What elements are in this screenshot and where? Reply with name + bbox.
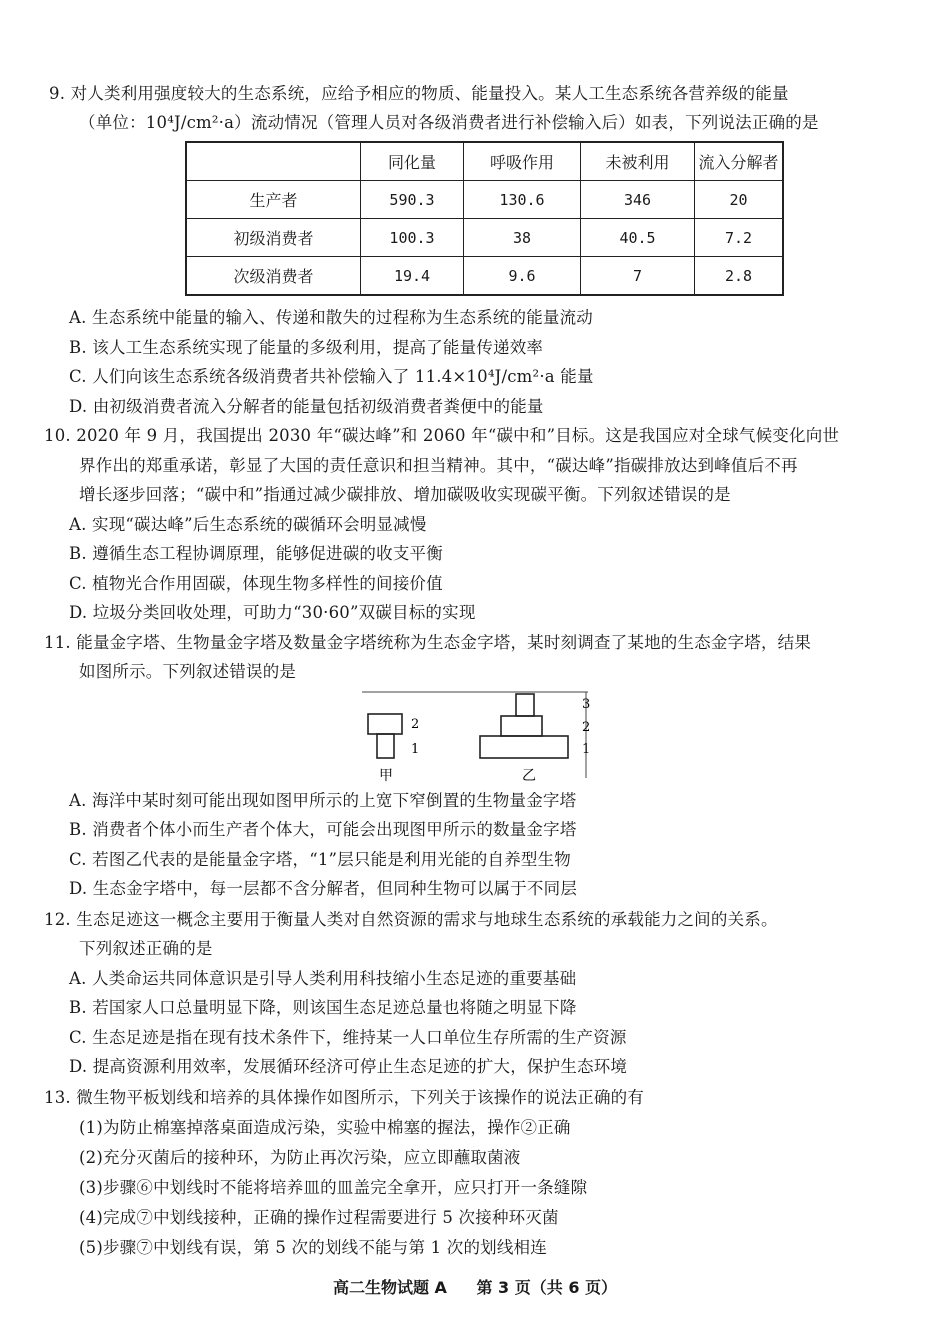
table-cell-label: 次级消费者 xyxy=(186,257,361,296)
table-cell: 7.2 xyxy=(695,219,784,257)
page-footer xyxy=(0,1275,950,1298)
q12-option-c: C. 生态足迹是指在现有技术条件下，维持某一人口单位生存所需的生产资源 xyxy=(69,1028,627,1047)
yi-level-2-label: 2 xyxy=(582,720,591,735)
q10-stem-line2: 界作出的郑重承诺，彰显了大国的责任意识和担当精神。其中，“碳达峰”指碳排放达到峰值后不再 xyxy=(79,456,798,475)
table-header-cell: 呼吸作用 xyxy=(464,142,581,181)
jia-level-2-label: 2 xyxy=(411,717,420,732)
q11-option-c: C. 若图乙代表的是能量金字塔，“1”层只能是利用光能的自养型生物 xyxy=(69,850,571,869)
q12-stem-line2: 下列叙述正确的是 xyxy=(79,939,213,958)
table-row xyxy=(186,181,783,219)
table-cell: 9.6 xyxy=(464,257,581,296)
table-cell: 20 xyxy=(695,181,784,219)
q12-option-d: D. 提高资源利用效率，发展循环经济可停止生态足迹的扩大，保护生态环境 xyxy=(69,1057,628,1076)
jia-level-2-block xyxy=(368,714,402,734)
jia-level-1-label: 1 xyxy=(411,742,420,757)
table-cell-label: 初级消费者 xyxy=(186,219,361,257)
table-cell: 130.6 xyxy=(464,181,581,219)
yi-label: 乙 xyxy=(522,768,536,784)
q9-option-d: D. 由初级消费者流入分解者的能量包括初级消费者粪便中的能量 xyxy=(69,397,544,416)
q11-stem-line2: 如图所示。下列叙述错误的是 xyxy=(79,662,297,681)
table-cell: 19.4 xyxy=(361,257,464,296)
yi-level-3-label: 3 xyxy=(582,697,591,712)
q12-option-b: B. 若国家人口总量明显下降，则该国生态足迹总量也将随之明显下降 xyxy=(69,998,577,1017)
table-row xyxy=(186,219,783,257)
q13-item-2: (2)充分灭菌后的接种环，为防止再次污染，应立即蘸取菌液 xyxy=(79,1148,521,1167)
q9-stem-line2: （单位：10⁴J/cm²·a）流动情况（管理人员对各级消费者进行补偿输入后）如表，下列说法正确的是 xyxy=(79,113,819,132)
q10-option-a: A. 实现“碳达峰”后生态系统的碳循环会明显减慢 xyxy=(69,515,427,534)
q12-option-a: A. 人类命运共同体意识是引导人类利用科技缩小生态足迹的重要基础 xyxy=(69,969,577,988)
yi-level-1-block xyxy=(480,736,568,758)
q13-stem-line1: 13. 微生物平板划线和培养的具体操作如图所示，下列关于该操作的说法正确的有 xyxy=(44,1088,645,1107)
q13-item-5: (5)步骤⑦中划线有误，第 5 次的划线不能与第 1 次的划线相连 xyxy=(79,1238,547,1257)
table-cell: 590.3 xyxy=(361,181,464,219)
table-cell: 7 xyxy=(581,257,695,296)
table-cell-label: 生产者 xyxy=(186,181,361,219)
table-row xyxy=(186,257,783,296)
table-header-cell: 同化量 xyxy=(361,142,464,181)
table-header-cell: 流入分解者 xyxy=(695,142,784,181)
table-cell: 100.3 xyxy=(361,219,464,257)
jia-level-1-block xyxy=(377,734,394,758)
table-header-cell xyxy=(186,142,361,181)
q12-stem-line1: 12. 生态足迹这一概念主要用于衡量人类对自然资源的需求与地球生态系统的承载能力之间的关系。 xyxy=(44,910,778,929)
q10-option-d: D. 垃圾分类回收处理，可助力“30·60”双碳目标的实现 xyxy=(69,603,476,622)
ecological-pyramid-figure xyxy=(356,690,596,784)
table-cell: 38 xyxy=(464,219,581,257)
q11-option-b: B. 消费者个体小而生产者个体大，可能会出现图甲所示的数量金字塔 xyxy=(69,820,577,839)
q10-stem-line3: 增长逐步回落；“碳中和”指通过减少碳排放、增加碳吸收实现碳平衡。下列叙述错误的是 xyxy=(79,485,731,504)
yi-level-2-block xyxy=(501,716,542,736)
table-cell: 40.5 xyxy=(581,219,695,257)
q9-stem-line1: 9. 对人类利用强度较大的生态系统，应给予相应的物质、能量投入。某人工生态系统各营养级的能量 xyxy=(49,84,789,103)
q13-item-3: (3)步骤⑥中划线时不能将培养皿的皿盖完全拿开，应只打开一条缝隙 xyxy=(79,1178,588,1197)
q10-option-b: B. 遵循生态工程协调原理，能够促进碳的收支平衡 xyxy=(69,544,443,563)
yi-level-3-block xyxy=(516,694,534,716)
page-number: 第 3 页（共 6 页） xyxy=(476,1278,618,1297)
q10-stem-line1: 10. 2020 年 9 月，我国提出 2030 年“碳达峰”和 2060 年“碳中和”目标。这是我国应对全球气候变化向世 xyxy=(44,426,840,445)
table-header-row xyxy=(186,142,783,181)
q11-stem-line1: 11. 能量金字塔、生物量金字塔及数量金字塔统称为生态金字塔，某时刻调查了某地的生态金字塔，结果 xyxy=(44,633,812,652)
jia-label: 甲 xyxy=(379,768,393,784)
q11-option-a: A. 海洋中某时刻可能出现如图甲所示的上宽下窄倒置的生物量金字塔 xyxy=(69,791,577,810)
energy-flow-table xyxy=(185,141,784,296)
table-header-cell: 未被利用 xyxy=(581,142,695,181)
table-cell: 346 xyxy=(581,181,695,219)
q13-item-1: (1)为防止棉塞掉落桌面造成污染，实验中棉塞的握法，操作②正确 xyxy=(79,1118,571,1137)
table-cell: 2.8 xyxy=(695,257,784,296)
q10-option-c: C. 植物光合作用固碳，体现生物多样性的间接价值 xyxy=(69,574,443,593)
exam-title: 高二生物试题 A xyxy=(332,1278,447,1297)
q9-option-b: B. 该人工生态系统实现了能量的多级利用，提高了能量传递效率 xyxy=(69,338,544,357)
q11-option-d: D. 生态金字塔中，每一层都不含分解者，但同种生物可以属于不同层 xyxy=(69,879,578,898)
q9-option-a: A. 生态系统中能量的输入、传递和散失的过程称为生态系统的能量流动 xyxy=(69,308,594,327)
yi-level-1-label: 1 xyxy=(582,742,591,757)
q9-option-c: C. 人们向该生态系统各级消费者共补偿输入了 11.4×10⁴J/cm²·a 能量 xyxy=(69,367,594,386)
q13-item-4: (4)完成⑦中划线接种，正确的操作过程需要进行 5 次接种环灭菌 xyxy=(79,1208,559,1227)
